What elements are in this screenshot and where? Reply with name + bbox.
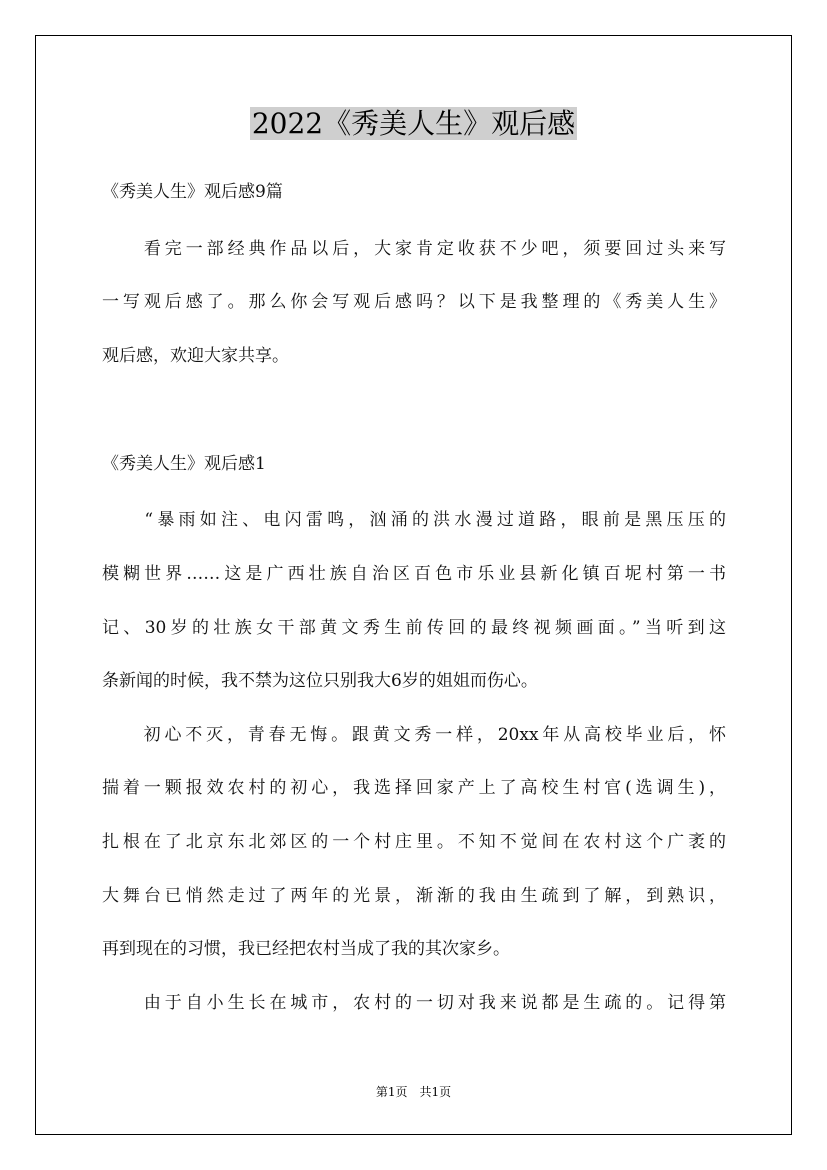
para2-line-5: 再到现在的习惯，我已经把农村当成了我的其次家乡。: [102, 939, 510, 959]
para1-line-2: 模糊世界……这是广西壮族自治区百色市乐业县新化镇百坭村第一书: [102, 564, 726, 584]
para1-line-4: 条新闻的时候，我不禁为这位只别我大6岁的姐姐而伤心。: [102, 671, 538, 691]
document-title: [0, 104, 827, 144]
intro-line-2: 一写观后感了。那么你会写观后感吗？以下是我整理的《秀美人生》: [102, 292, 726, 312]
section-heading: 《秀美人生》观后感1: [102, 454, 266, 474]
intro-line-3: 观后感，欢迎大家共享。: [102, 346, 289, 366]
page-footer: 第1页 共1页: [375, 1085, 452, 1099]
para1-line-3: 记、30岁的壮族女干部黄文秀生前传回的最终视频画面。”当听到这: [102, 618, 726, 638]
title-text: 2022《秀美人生》观后感: [251, 107, 576, 140]
para1-line-1: “暴雨如注、电闪雷鸣，汹涌的洪水漫过道路，眼前是黑压压的: [102, 510, 726, 530]
intro-line-1: 看完一部经典作品以后，大家肯定收获不少吧，须要回过头来写: [102, 239, 726, 259]
para2-line-4: 大舞台已悄然走过了两年的光景，渐渐的我由生疏到了解，到熟识，: [102, 886, 726, 906]
para2-line-2: 揣着一颗报效农村的初心，我选择回家产上了高校生村官(选调生)，: [102, 778, 726, 798]
para2-line-3: 扎根在了北京东北郊区的一个村庄里。不知不觉间在农村这个广袤的: [102, 832, 726, 852]
para2-line-1: 初心不灭，青春无悔。跟黄文秀一样，20xx年从高校毕业后，怀: [102, 725, 726, 745]
subtitle: 《秀美人生》观后感9篇: [102, 182, 283, 202]
para3-line-1: 由于自小生长在城市，农村的一切对我来说都是生疏的。记得第: [102, 993, 726, 1013]
